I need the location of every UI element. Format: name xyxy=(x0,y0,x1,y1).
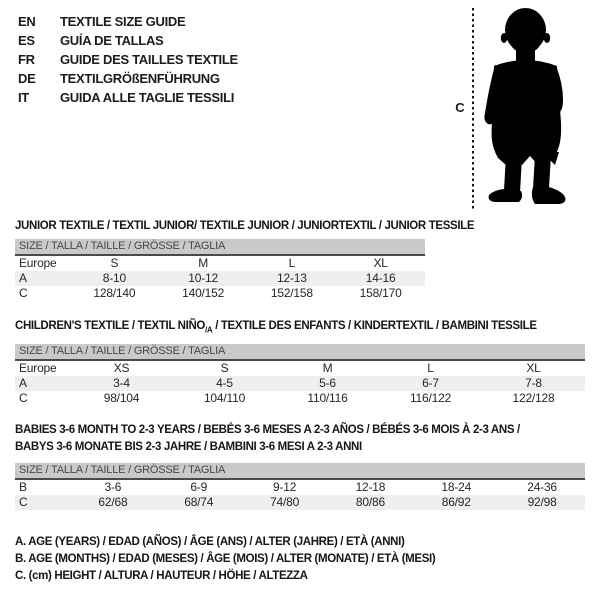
lang-row-en xyxy=(18,12,238,31)
babies-section-heading-line2: BABYS 3-6 MONATE BIS 2-3 JAHRE / BAMBINI 3-6 MESI A 2-3 ANNI xyxy=(15,441,362,453)
lang-title: TEXTILE SIZE GUIDE xyxy=(60,14,186,29)
table-cell: 158/170 xyxy=(359,286,402,300)
lang-code: IT xyxy=(18,90,29,105)
table-cell: 122/128 xyxy=(512,391,555,405)
children-section-heading xyxy=(15,320,537,334)
table-cell: 140/152 xyxy=(182,286,225,300)
babies-section-heading-line1: BABIES 3-6 MONTH TO 2-3 YEARS / BEBÉS 3-6 MESES A 2-3 AÑOS / BÉBÉS 3-6 MOIS À 2-3 ANS / xyxy=(15,424,520,436)
table-row xyxy=(15,480,585,495)
footnote-b: B. AGE (MONTHS) / EDAD (MESES) / ÂGE (MOIS) / ALTER (MONATE) / ETÀ (MESI) xyxy=(15,553,436,565)
table-cell: XL xyxy=(526,361,541,375)
table-row xyxy=(15,271,425,286)
lang-code: FR xyxy=(18,52,35,67)
children-size-table xyxy=(15,344,585,406)
babies-size-table xyxy=(15,463,585,510)
table-cell: 6-7 xyxy=(422,376,439,390)
table-cell: L xyxy=(427,361,434,375)
table-cell: 12-18 xyxy=(355,480,386,494)
table-cell: 110/116 xyxy=(307,391,348,405)
row-label: A xyxy=(19,271,27,285)
children-size-header-band: SIZE / TALLA / TAILLE / GRÖSSE / TAGLIA xyxy=(15,344,585,361)
table-cell: M xyxy=(322,361,333,375)
table-cell: 18-24 xyxy=(441,480,472,494)
table-cell: 7-8 xyxy=(525,376,542,390)
height-measure-dashed-line xyxy=(472,8,474,210)
heading-text: CHILDREN'S TEXTILE / TEXTIL NIÑO xyxy=(15,320,206,332)
table-cell: 10-12 xyxy=(188,271,218,285)
junior-section-heading: JUNIOR TEXTILE / TEXTIL JUNIOR/ TEXTILE JUNIOR / JUNIORTEXTIL / JUNIOR TESSILE xyxy=(15,220,475,232)
footnote-a: A. AGE (YEARS) / EDAD (AÑOS) / ÂGE (ANS) / ALTER (JAHRE) / ETÀ (ANNI) xyxy=(15,536,405,548)
table-cell: XS xyxy=(113,361,130,375)
table-cell: S xyxy=(220,361,229,375)
heading-subscript: /A xyxy=(205,325,213,335)
table-cell: S xyxy=(110,256,119,270)
table-cell: 128/140 xyxy=(93,286,136,300)
table-cell: 14-16 xyxy=(365,271,396,285)
table-cell: 86/92 xyxy=(441,495,471,509)
row-label: B xyxy=(19,480,27,494)
row-label: Europe xyxy=(19,256,57,270)
row-label: C xyxy=(19,391,28,405)
table-cell: 62/68 xyxy=(98,495,128,509)
junior-size-header-band: SIZE / TALLA / TAILLE / GRÖSSE / TAGLIA xyxy=(15,239,425,256)
lang-row-de xyxy=(18,69,238,88)
table-cell: 92/98 xyxy=(527,495,557,509)
table-row xyxy=(15,391,585,406)
table-row xyxy=(15,286,425,301)
table-cell: L xyxy=(288,256,296,270)
table-cell: 98/104 xyxy=(103,391,140,405)
table-row xyxy=(15,376,585,391)
lang-title: GUIDE DES TAILLES TEXTILE xyxy=(60,52,238,67)
table-cell: 80/86 xyxy=(355,495,385,509)
babies-size-header-band: SIZE / TALLA / TAILLE / GRÖSSE / TAGLIA xyxy=(15,463,585,480)
language-list xyxy=(18,12,238,107)
lang-title: TEXTILGRÖßENFÜHRUNG xyxy=(60,71,220,86)
footnote-c: C. (cm) HEIGHT / ALTURA / HAUTEUR / HÖHE / ALTEZZA xyxy=(15,570,308,582)
heading-text: / TEXTILE DES ENFANTS / KINDERTEXTIL / BAMBINI TESSILE xyxy=(212,320,537,332)
table-cell: 24-36 xyxy=(527,480,557,494)
row-label: C xyxy=(19,495,28,509)
table-cell: 4-5 xyxy=(216,376,233,390)
lang-row-it xyxy=(18,88,238,107)
lang-code: ES xyxy=(18,33,35,48)
table-row xyxy=(15,361,585,376)
lang-row-es xyxy=(18,31,238,50)
lang-code: EN xyxy=(18,14,36,29)
lang-row-fr xyxy=(18,50,238,69)
table-row xyxy=(15,495,585,510)
table-cell: M xyxy=(198,256,209,270)
table-cell: 116/122 xyxy=(409,391,452,405)
table-cell: 6-9 xyxy=(190,480,208,494)
table-cell: 5-6 xyxy=(319,376,336,390)
table-cell: 3-4 xyxy=(113,376,130,390)
table-cell: 152/158 xyxy=(270,286,313,300)
table-cell: 8-10 xyxy=(102,271,126,285)
row-label: A xyxy=(19,376,27,390)
baby-silhouette-image xyxy=(483,5,577,212)
table-cell: 68/74 xyxy=(184,495,214,509)
row-label: C xyxy=(19,286,28,300)
row-label: Europe xyxy=(19,361,57,375)
lang-code: DE xyxy=(18,71,36,86)
table-cell: 74/80 xyxy=(270,495,300,509)
table-row xyxy=(15,256,425,271)
lang-title: GUÍA DE TALLAS xyxy=(60,33,164,48)
table-cell: 3-6 xyxy=(104,480,122,494)
height-measure-label: C xyxy=(455,100,465,115)
table-cell: XL xyxy=(373,256,388,270)
table-cell: 9-12 xyxy=(272,480,297,494)
table-cell: 12-13 xyxy=(277,271,307,285)
footnotes xyxy=(15,534,435,585)
table-cell: 104/110 xyxy=(203,391,246,405)
lang-title: GUIDA ALLE TAGLIE TESSILI xyxy=(60,90,235,105)
junior-size-table xyxy=(15,239,425,301)
